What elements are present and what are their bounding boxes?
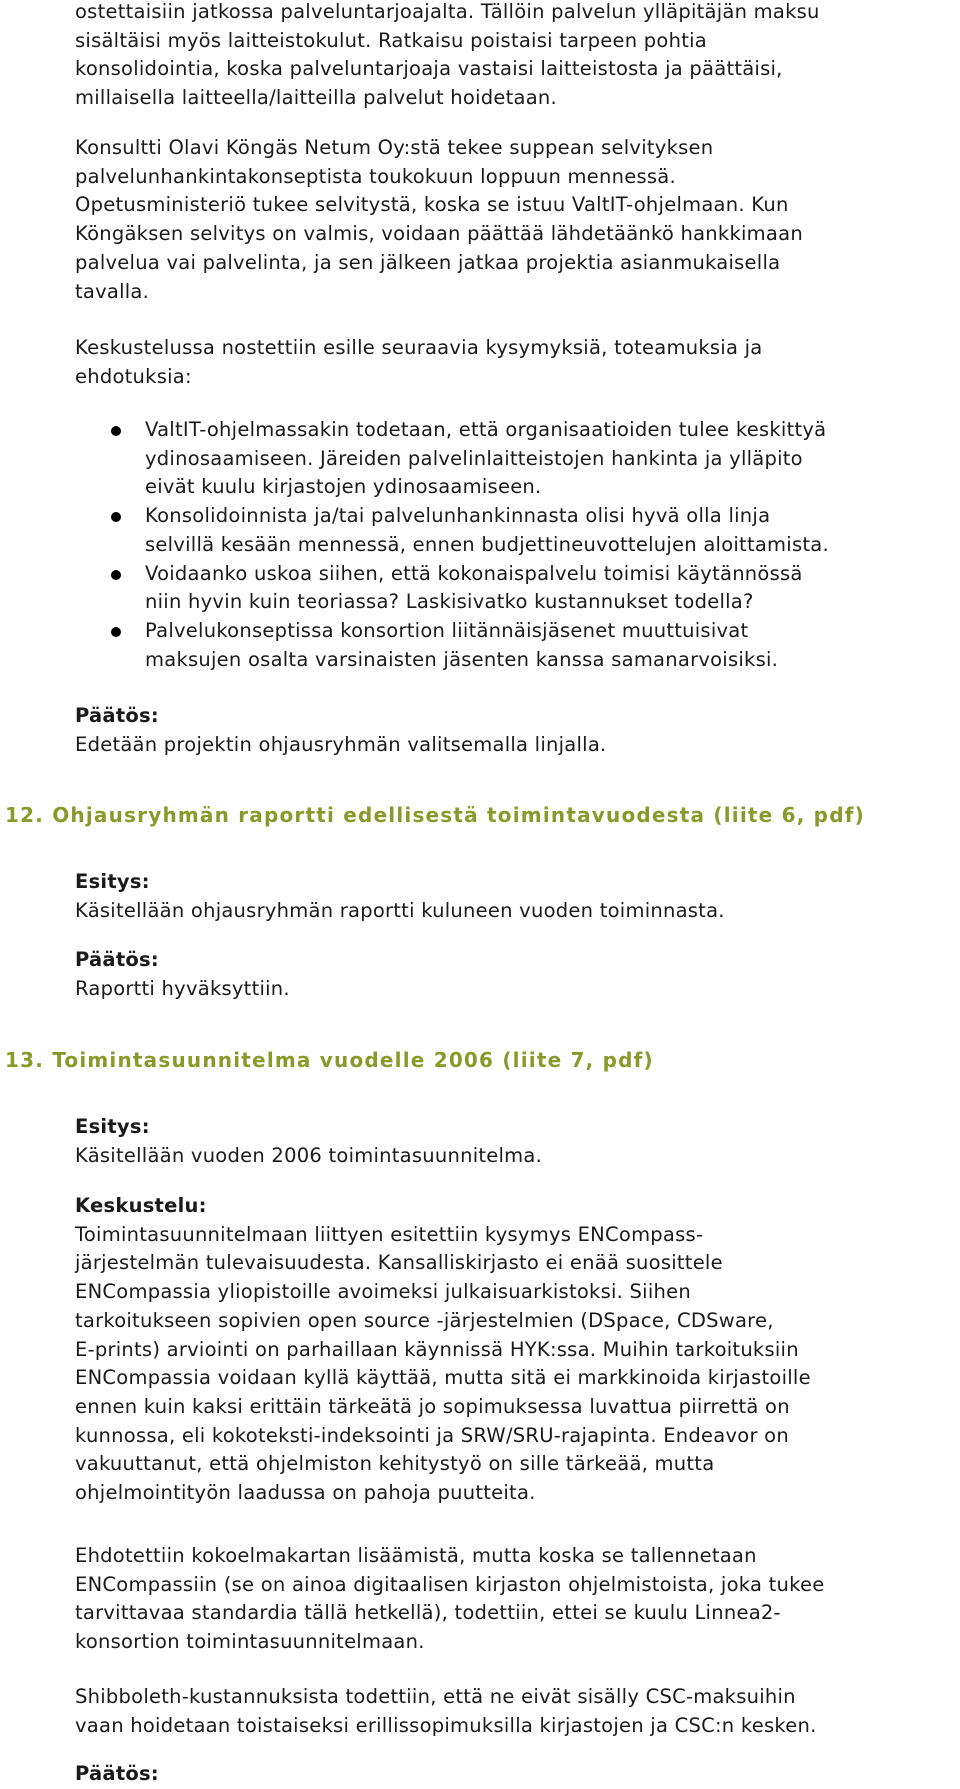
text-line: ennen kuin kaksi erittäin tärkeätä jo sopimuksessa luvattua piirrettä on (75, 1394, 790, 1418)
decision-text: Edetään projektin ohjausryhmän valitsemalla linjalla. (75, 732, 607, 756)
decision-block (75, 702, 606, 759)
text-line: ohjelmointityön laadussa on pahoja puutteita. (75, 1481, 536, 1505)
bullet-icon (111, 426, 121, 436)
decision-label: Päätös: (75, 948, 159, 971)
text-line: ehdotuksia: (75, 364, 192, 388)
proposal-label: Esitys: (75, 1115, 150, 1138)
bullet-icon (111, 627, 121, 637)
text-line: ENCompassiin (se on ainoa digitaalisen kirjaston ohjelmistoista, joka tukee (75, 1572, 825, 1596)
text-line: Voidaanko uskoa siihen, että kokonaispalvelu toimisi käytännössä (145, 561, 803, 585)
paragraph-discussion-intro (75, 334, 762, 391)
section-13-heading (5, 1046, 654, 1074)
list-item (75, 502, 829, 559)
text-line: tarvittavaa standardia tällä hetkellä), todettiin, ettei se kuulu Linnea2- (75, 1601, 781, 1625)
text-line: niin hyvin kuin teoriassa? Laskisivatko kustannukset todella? (145, 590, 754, 614)
decision-label: Päätös: (75, 704, 159, 727)
text-line: maksujen osalta varsinaisten jäsenten kanssa samanarvoisiksi. (145, 647, 779, 671)
proposal-text: Käsitellään vuoden 2006 toimintasuunnitelma. (75, 1143, 543, 1167)
text-line: kunnossa, eli kokoteksti-indeksointi ja SRW/SRU-rajapinta. Endeavor on (75, 1423, 789, 1447)
text-line: eivät kuulu kirjastojen ydinosaamiseen. (145, 475, 542, 499)
list-item (75, 416, 829, 502)
section-13-proposal (75, 1113, 542, 1170)
section-number: 12. (5, 803, 45, 827)
paragraph-text (75, 1221, 811, 1508)
text-line: tarkoitukseen sopivien open source -järjestelmien (DSpace, CDSware, (75, 1308, 774, 1332)
section-number: 13. (5, 1048, 45, 1072)
bullet-icon (111, 570, 121, 580)
text-line: Palvelukonseptissa konsortion liitännäisjäsenet muuttuisivat (145, 618, 749, 642)
text-line: vaan hoidetaan toistaiseksi erillissopimuksilla kirjastojen ja CSC:n kesken. (75, 1713, 817, 1737)
text-line: Opetusministeriö tukee selvitystä, koska se istuu ValtIT-ohjelmaan. Kun (75, 193, 789, 217)
decision-label: Päätös: (75, 1762, 159, 1785)
paragraph-text (75, 1542, 824, 1657)
section-13-discussion (75, 1192, 811, 1508)
section-12-decision (75, 946, 290, 1003)
text-line: Köngäksen selvitys on valmis, voidaan päättää lähdetäänkö hankkimaan (75, 222, 803, 246)
decision-text: Raportti hyväksyttiin. (75, 976, 290, 1000)
paragraph-hardware (75, 0, 820, 113)
section-title-link[interactable]: Ohjausryhmän raportti edellisestä toimintavuodesta (liite 6, pdf) (52, 803, 865, 827)
text-line: järjestelmän tulevaisuudesta. Kansalliskirjasto ei enää suosittele (75, 1251, 723, 1275)
text-line: Ehdotettiin kokoelmakartan lisäämistä, mutta koska se tallennetaan (75, 1544, 757, 1567)
section-12-proposal (75, 868, 725, 925)
text-line: tavalla. (75, 279, 150, 303)
text-line: Konsolidoinnista ja/tai palvelunhankinnasta olisi hyvä olla linja (145, 504, 771, 528)
text-line: selvillä kesään mennessä, ennen budjettineuvottelujen aloittamista. (145, 532, 829, 556)
list-item (75, 560, 829, 617)
paragraph-text (75, 0, 820, 113)
text-line: Keskustelussa nostettiin esille seuraavia kysymyksiä, toteamuksia ja (75, 336, 763, 359)
proposal-label: Esitys: (75, 870, 150, 893)
text-line: millaisella laitteella/laitteilla palvelut hoidetaan. (75, 86, 557, 110)
list-item (75, 617, 829, 674)
bullet-list (75, 416, 829, 674)
text-line: ydinosaamiseen. Järeiden palvelinlaitteistojen hankinta ja ylläpito (145, 446, 803, 470)
proposal-text: Käsitellään ohjausryhmän raportti kuluneen vuoden toiminnasta. (75, 898, 725, 922)
text-line: sisältäisi myös laitteistokulut. Ratkaisu poistaisi tarpeen pohtia (75, 28, 707, 52)
section-title-link[interactable]: Toimintasuunnitelma vuodelle 2006 (liite 7, pdf) (52, 1048, 654, 1072)
text-line: palvelunhankintakonseptista toukokuun loppuun mennessä. (75, 164, 676, 188)
bullet-icon (111, 512, 121, 522)
text-line: ostettaisiin jatkossa palveluntarjoajalta. Tällöin palvelun ylläpitäjän maksu (75, 0, 820, 23)
paragraph-consultant (75, 134, 803, 306)
paragraph-text (75, 134, 803, 306)
paragraph-text (75, 1683, 817, 1740)
paragraph-collection-map (75, 1542, 824, 1657)
text-line: E-prints) arviointi on parhaillaan käynnissä HYK:ssa. Muihin tarkoituksiin (75, 1337, 799, 1361)
text-line: vakuuttanut, että ohjelmiston kehitystyö on sille tärkeää, mutta (75, 1452, 715, 1476)
text-line: ENCompassia voidaan kyllä käyttää, mutta sitä ei markkinoida kirjastoille (75, 1366, 811, 1390)
discussion-label: Keskustelu: (75, 1194, 207, 1217)
paragraph-shibboleth (75, 1683, 817, 1740)
text-line: ValtIT-ohjelmassakin todetaan, että organisaatioiden tulee keskittyä (145, 418, 827, 441)
text-line: Konsultti Olavi Köngäs Netum Oy:stä tekee suppean selvityksen (75, 136, 714, 159)
text-line: konsortion toimintasuunnitelmaan. (75, 1630, 425, 1654)
paragraph-text (75, 334, 762, 391)
section-12-heading (5, 801, 865, 829)
text-line: ENCompassia yliopistoille avoimeksi julkaisuarkistoksi. Siihen (75, 1280, 691, 1304)
text-line: palvelua vai palvelinta, ja sen jälkeen jatkaa projektia asianmukaisella (75, 250, 781, 274)
text-line: Shibboleth-kustannuksista todettiin, että ne eivät sisälly CSC-maksuihin (75, 1685, 796, 1708)
text-line: Toimintasuunnitelmaan liittyen esitettiin kysymys ENCompass- (75, 1222, 704, 1246)
text-line: konsolidointia, koska palveluntarjoaja vastaisi laitteistosta ja päättäisi, (75, 57, 783, 81)
section-13-decision (75, 1760, 159, 1789)
